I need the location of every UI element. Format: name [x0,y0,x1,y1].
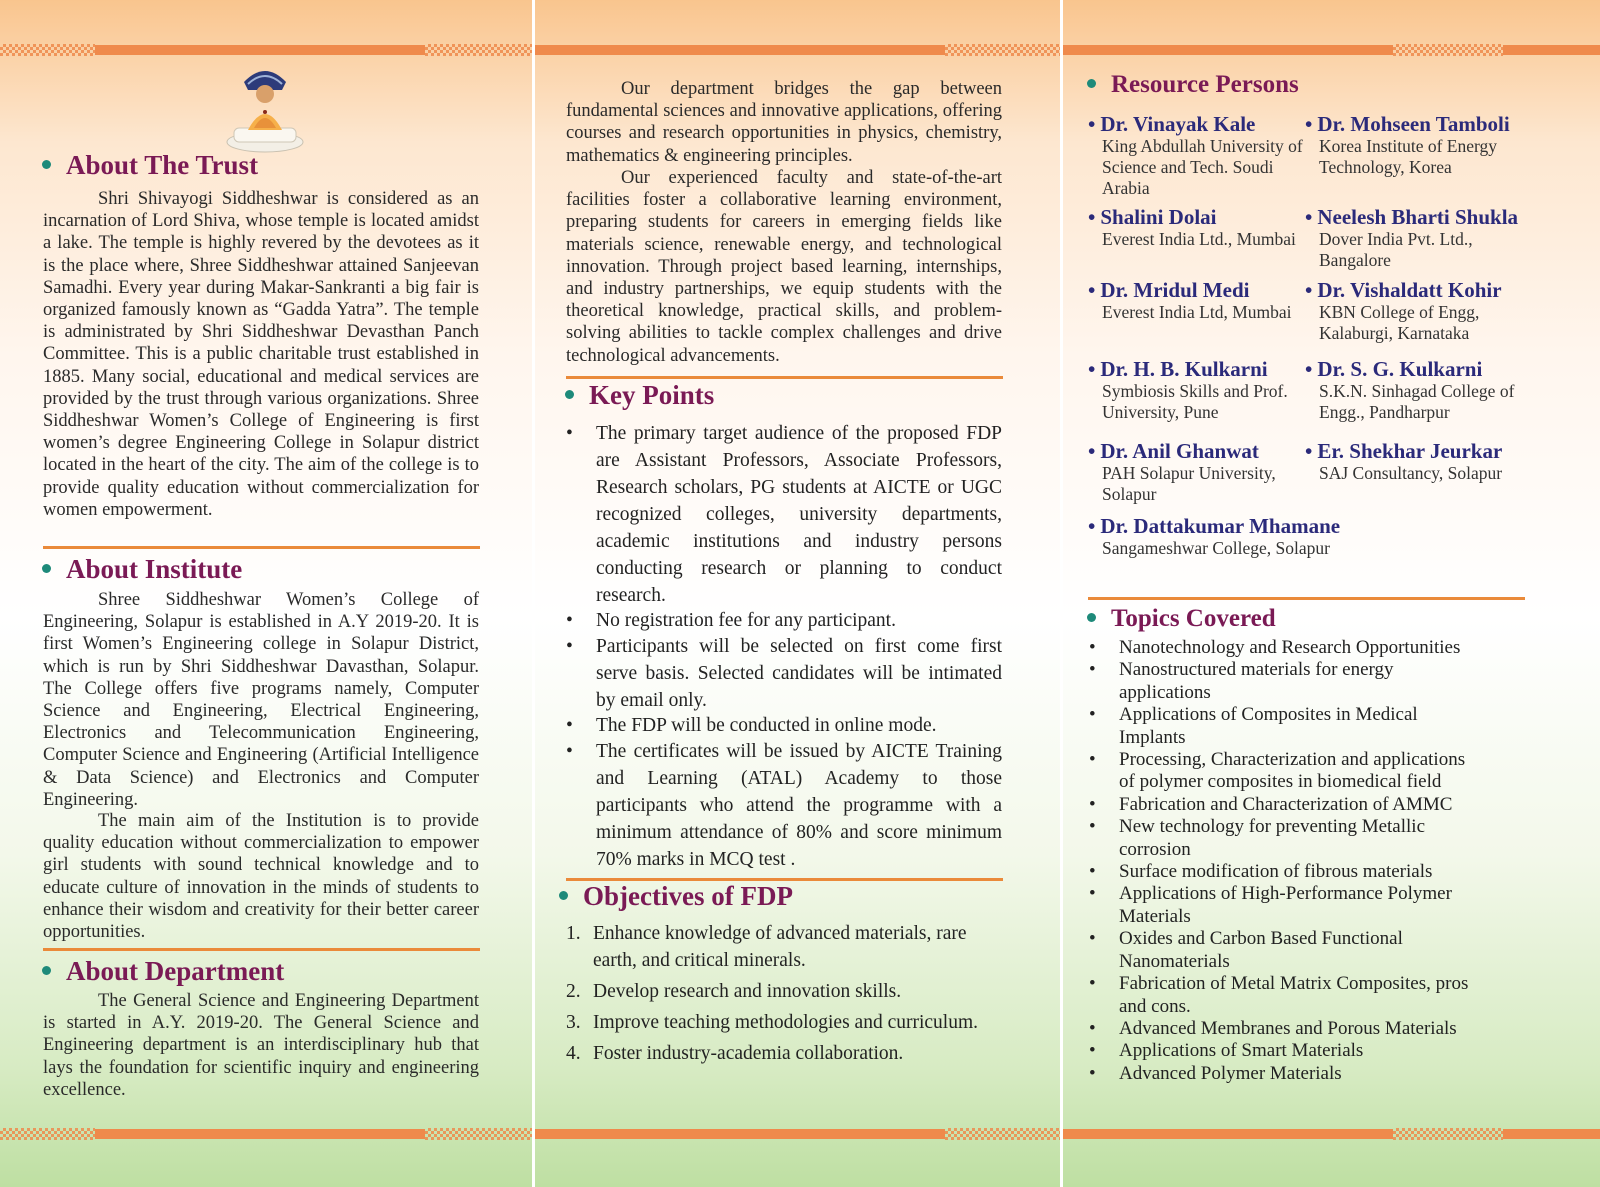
list-item: • The FDP will be conducted in online mode. [566,714,1002,738]
bullet-dot-icon [1087,613,1096,622]
list-item: • Nanotechnology and Research Opportunities [1089,637,1481,659]
trust-heading: About The Trust [42,150,258,180]
department-text-continued: Our department bridges the gap between fundamental sciences and innovative applications, offering courses and research opportunities in physics, chemistry, mathematics & engineering principles. [566,79,1002,166]
saint-logo [224,62,306,154]
section-divider [566,376,1003,379]
objectives-heading: Objectives of FDP [559,881,793,911]
department-facilities-text: Our experienced faculty and state-of-the-art facilities foster a collaborative learning environment, preparing students for careers in emerging fields like materials science, renewable energy, and technological innovation. Through project based learning, internships, and industry partnerships, we equip students with the theoretical knowledge, practical skills, and problem-solving abilities to tackle complex challenges and drive technological advancements. [566,168,1002,366]
institute-aim-text: The main aim of the Institution is to provide quality education without commercialization to empower girl students with sound technical knowledge and to educate culture of innovation in the minds of students to enhance their wisdom and creativity for their better career opportunities. [43,811,479,943]
department-heading: About Department [42,956,284,986]
list-item: • Surface modification of fibrous materials [1089,861,1481,883]
bullet-dot-icon [1087,79,1096,88]
panel-right [1063,0,1600,1187]
bullet-dot-icon [42,160,51,169]
list-item: • Nanostructured materials for energy applications [1089,659,1481,704]
trust-text: Shri Shivayogi Siddheshwar is considered as an incarnation of Lord Shiva, whose temple is located amidst a lake. The temple is highly revered by the devotees as it is the place where, Shree Siddheshwar attained Sanjeevan Samadhi. Every year during Makar-Sankranti a big fair is organized famously known as “Gadda Yatra”. The temple is administrated by Shri Siddheshwar Devasthan Panch Committee. This is a public charitable trust established in 1885. Many social, educational and medical services are provided by the trust through various organizations. Shree Siddheshwar Women’s College of Engineering is first women’s degree Engineering College in Solapur district located in the heart of the city. The aim of the college is to provide quality education without commercialization for women empowerment. [43,189,479,520]
key-points-list [566,420,1002,873]
list-item: • Fabrication of Metal Matrix Composites, pros and cons. [1089,973,1481,1018]
bottom-border [0,1128,532,1140]
list-item: 4. Foster industry-academia collaboration. [566,1043,904,1064]
list-item: • Applications of High-Performance Polymer Materials [1089,883,1481,928]
resource-person: • Neelesh Bharti Shukla Dover India Pvt. Ltd., Bangalore [1305,205,1519,270]
top-border [0,44,532,56]
objectives-list [566,920,1002,1067]
bottom-border [1063,1128,1600,1140]
list-item: • Processing, Characterization and applications of polymer composites in biomedical field [1089,749,1481,794]
list-item: • Advanced Polymer Materials [1089,1063,1481,1085]
list-item: 1. Enhance knowledge of advanced materials, rare earth, and critical minerals. [566,923,967,971]
section-divider [43,948,480,951]
top-border [535,44,1060,56]
resource-person: • Shalini Dolai Everest India Ltd., Mumbai [1088,205,1296,249]
resource-persons-heading: Resource Persons [1087,70,1299,100]
list-item: • No registration fee for any participant. [566,609,1002,633]
resource-person: • Dr. H. B. Kulkarni Symbiosis Skills and Prof. University, Pune [1088,357,1288,422]
list-item: • The primary target audience of the proposed FDP are Assistant Professors, Associate Professors, Research scholars, PG students at AICTE or UGC recognized colleges, university departments, academic institutions and industry persons conducting research or planning to conduct research. [566,420,1002,609]
resource-person: • Dr. Vishaldatt Kohir KBN College of Engg, Kalaburgi, Karnataka [1305,278,1502,343]
resource-person: • Dr. Anil Ghanwat PAH Solapur University, Solapur [1088,439,1276,504]
list-item: • Fabrication and Characterization of AMMC [1089,794,1481,816]
top-border [1063,44,1600,56]
resource-person: • Dr. Mohseen Tamboli Korea Institute of Energy Technology, Korea [1305,112,1510,177]
resource-person: • Dr. Mridul Medi Everest India Ltd, Mumbai [1088,278,1292,322]
topics-heading: Topics Covered [1087,604,1276,634]
list-item: • Participants will be selected on first come first serve basis. Selected candidates will be intimated by email only. [566,633,1002,714]
list-item: • Oxides and Carbon Based Functional Nanomaterials [1089,928,1481,973]
key-points-heading: Key Points [565,380,714,410]
panel-middle [535,0,1060,1187]
resource-person: • Dr. Vinayak Kale King Abdullah University of Science and Tech. Soudi Arabia [1088,112,1303,198]
list-item: • New technology for preventing Metallic corrosion [1089,816,1481,861]
institute-heading: About Institute [42,554,242,584]
resource-person: • Dr. Dattakumar Mhamane Sangameshwar College, Solapur [1088,514,1341,558]
list-item: 2. Develop research and innovation skills. [566,981,902,1002]
list-item: • Advanced Membranes and Porous Materials [1089,1018,1481,1040]
bullet-dot-icon [559,891,568,900]
bullet-dot-icon [42,564,51,573]
section-divider [43,546,480,549]
bullet-dot-icon [42,966,51,975]
bottom-border [535,1128,1060,1140]
list-item: • Applications of Smart Materials [1089,1040,1481,1062]
list-item: • The certificates will be issued by AICTE Training and Learning (ATAL) Academy to those participants who attend the programme with a minimum attendance of 80% and score minimum 70% marks in MCQ test . [566,738,1002,873]
panel-left [0,0,532,1187]
list-item: • Applications of Composites in Medical Implants [1089,704,1481,749]
list-item: 3. Improve teaching methodologies and curriculum. [566,1012,979,1033]
department-text: The General Science and Engineering Department is started in A.Y. 2019-20. The General Science and Engineering department is an interdisciplinary hub that lays the foundation for scientific inquiry and engineering excellence. [43,991,479,1100]
bullet-dot-icon [565,390,574,399]
resource-person: • Er. Shekhar Jeurkar SAJ Consultancy, Solapur [1305,439,1503,483]
institute-text: Shree Siddheshwar Women’s College of Engineering, Solapur is established in A.Y 2019-20. It is first Women’s Engineering college in Solapur District, which is run by Shri Siddheshwar Davasthan, Solapur. The College offers five programs namely, Computer Science and Engineering, Electrical Engineering, Electronics and Telecommunication Engineering, Computer Science and Engineering (Artificial Intelligence & Data Science) and Electronics and Computer Engineering. [43,590,479,810]
topics-list [1089,637,1481,1085]
section-divider [1088,597,1525,600]
resource-person: • Dr. S. G. Kulkarni S.K.N. Sinhagad College of Engg., Pandharpur [1305,357,1515,422]
